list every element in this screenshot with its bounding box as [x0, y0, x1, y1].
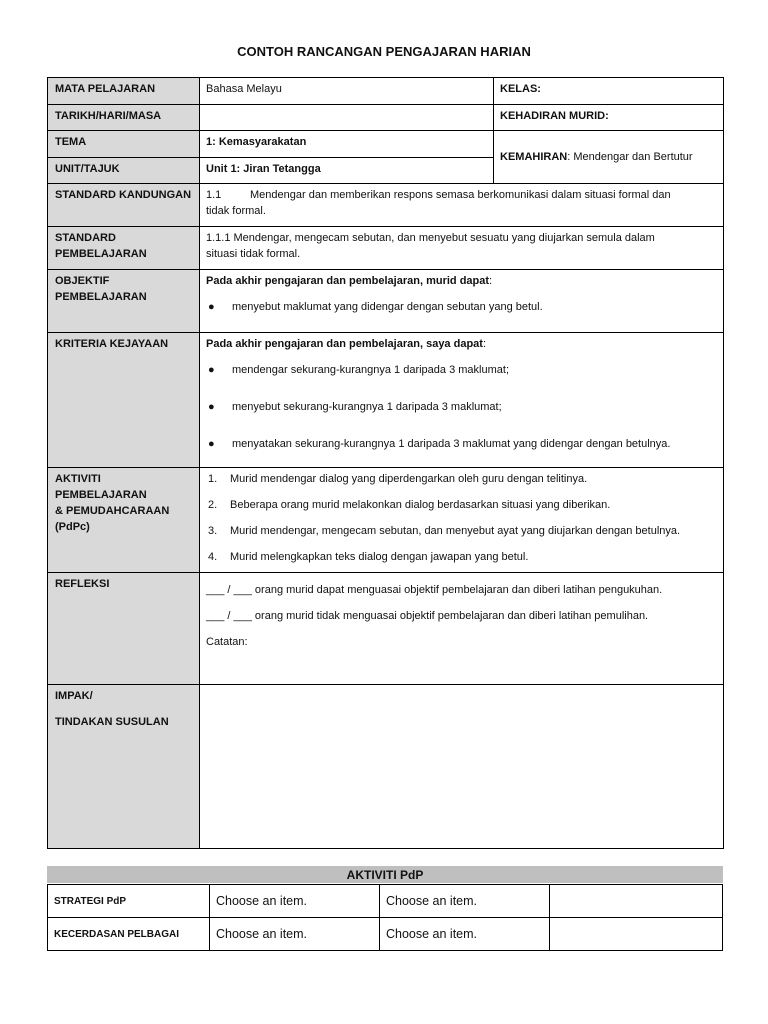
standard-pembelajaran-value[interactable] [200, 227, 724, 270]
aktiviti-item-text: Murid mendengar dialog yang diperdengarkan oleh guru dengan telitinya. [230, 473, 588, 485]
aktiviti-list-item: 3. Murid mendengar, mengecam sebutan, dan menyebut ayat yang diujarkan dengan betulnya. [208, 525, 681, 537]
standard-pembelajaran-text2: situasi tidak formal. [206, 248, 301, 260]
impak-value[interactable] [200, 685, 724, 849]
strategi-row [48, 885, 723, 918]
mata-pelajaran-label: MATA PELAJARAN [48, 78, 200, 105]
objektif-intro: Pada akhir pengajaran dan pembelajaran, murid dapat [206, 275, 490, 287]
tema-label: TEMA [48, 131, 200, 158]
kriteria-bullet-item [206, 436, 717, 452]
kriteria-bullet-text: menyatakan sekurang-kurangnya 1 daripada 3 maklumat yang didengar dengan betulnya. [232, 438, 671, 450]
aktiviti-pdp-title: AKTIVITI PdP [47, 866, 723, 883]
strategi-label: STRATEGI PdP [48, 885, 210, 918]
standard-pembelajaran-label [48, 227, 200, 270]
aktiviti-label-line2: & PEMUDAHCARAAN [55, 505, 170, 517]
aktiviti-pdp-table [47, 884, 723, 951]
refleksi-catatan: Catatan: [206, 636, 248, 648]
row-refleksi [48, 573, 724, 685]
row-mata-pelajaran [48, 78, 724, 105]
aktiviti-item-text: Murid melengkapkan teks dialog dengan jawapan yang betul. [230, 551, 529, 563]
standard-kandungan-label: STANDARD KANDUNGAN [48, 184, 200, 227]
impak-label-line2: TINDAKAN SUSULAN [55, 716, 169, 728]
standard-pembelajaran-text1: 1.1.1 Mendengar, mengecam sebutan, dan menyebut sesuatu yang diujarkan semula dalam [206, 232, 655, 244]
kriteria-bullet-item [206, 362, 717, 378]
standard-kandungan-text: Mendengar dan memberikan respons semasa berkomunikasi dalam situasi formal dan [250, 189, 671, 201]
standard-kandungan-code: 1.1 [206, 189, 222, 201]
kriteria-bullet-text: menyebut sekurang-kurangnya 1 daripada 3 maklumat; [232, 401, 502, 413]
kriteria-bullet-text: mendengar sekurang-kurangnya 1 daripada 3 maklumat; [232, 364, 509, 376]
strategi-choice-3[interactable] [550, 885, 723, 918]
row-aktiviti [48, 468, 724, 573]
kriteria-label: KRITERIA KEJAYAAN [48, 333, 200, 468]
strategi-choice-2[interactable]: Choose an item. [380, 885, 550, 918]
unit-label: UNIT/TAJUK [48, 158, 200, 184]
kriteria-bullet-item [206, 399, 717, 415]
kelas-label[interactable]: KELAS: [494, 78, 724, 105]
row-standard-kandungan [48, 184, 724, 227]
lesson-plan-table [47, 77, 724, 849]
standard-kandungan-text2: tidak formal. [206, 205, 266, 217]
mata-pelajaran-value[interactable]: Bahasa Melayu [200, 78, 494, 105]
standard-pembelajaran-label-line1: STANDARD [55, 232, 116, 244]
objektif-label-line1: OBJEKTIF [55, 275, 110, 287]
objektif-label [48, 270, 200, 333]
aktiviti-label-line3: (PdPc) [55, 521, 90, 533]
kriteria-value[interactable] [200, 333, 724, 468]
tema-value[interactable]: 1: Kemasyarakatan [200, 131, 494, 158]
row-standard-pembelajaran [48, 227, 724, 270]
row-tarikh [48, 105, 724, 131]
objektif-value[interactable] [200, 270, 724, 333]
objektif-intro-colon: : [489, 275, 493, 287]
kecerdasan-row [48, 918, 723, 951]
objektif-bullet-text: menyebut maklumat yang didengar dengan sebutan yang betul. [232, 301, 543, 313]
impak-label [48, 685, 200, 849]
kemahiran-cell[interactable] [494, 131, 724, 184]
kemahiran-value: : Mendengar dan Bertutur [567, 151, 693, 163]
kriteria-intro: Pada akhir pengajaran dan pembelajaran, saya dapat [206, 338, 483, 350]
row-objektif [48, 270, 724, 333]
bullet-icon: ● [208, 401, 215, 413]
row-kriteria [48, 333, 724, 468]
objektif-bullet-item [206, 299, 717, 315]
refleksi-line2: ___ / ___ orang murid tidak menguasai objektif pembelajaran dan diberi latihan pemulihan. [206, 610, 649, 622]
document-title: CONTOH RANCANGAN PENGAJARAN HARIAN [237, 44, 531, 59]
row-impak [48, 685, 724, 849]
kecerdasan-choice-3[interactable] [550, 918, 723, 951]
kecerdasan-choice-2[interactable]: Choose an item. [380, 918, 550, 951]
standard-pembelajaran-label-line2: PEMBELAJARAN [55, 248, 147, 260]
impak-label-line1: IMPAK/ [55, 690, 93, 702]
aktiviti-list-item: 2. Beberapa orang murid melakonkan dialog berdasarkan situasi yang diberikan. [208, 499, 611, 511]
standard-kandungan-value[interactable] [200, 184, 724, 227]
kemahiran-label: KEMAHIRAN [500, 151, 568, 163]
row-tema [48, 131, 724, 158]
refleksi-line1: ___ / ___ orang murid dapat menguasai objektif pembelajaran dan diberi latihan pengukuhan. [206, 584, 663, 596]
unit-value[interactable]: Unit 1: Jiran Tetangga [200, 158, 494, 184]
aktiviti-list-item: 1. Murid mendengar dialog yang diperdengarkan oleh guru dengan telitinya. [208, 473, 588, 485]
aktiviti-value[interactable] [200, 468, 724, 573]
aktiviti-item-text: Murid mendengar, mengecam sebutan, dan menyebut ayat yang diujarkan dengan betulnya. [230, 525, 681, 537]
aktiviti-label-line1: AKTIVITI PEMBELAJARAN [55, 473, 147, 501]
kriteria-intro-colon: : [482, 338, 487, 350]
refleksi-label: REFLEKSI [48, 573, 200, 685]
kecerdasan-label: KECERDASAN PELBAGAI [48, 918, 210, 951]
aktiviti-label [48, 468, 200, 573]
kecerdasan-choice-1[interactable]: Choose an item. [210, 918, 380, 951]
aktiviti-item-text: Beberapa orang murid melakonkan dialog berdasarkan situasi yang diberikan. [230, 499, 611, 511]
refleksi-value[interactable] [200, 573, 724, 685]
bullet-icon: ● [208, 364, 215, 376]
strategi-choice-1[interactable]: Choose an item. [210, 885, 380, 918]
bullet-icon: ● [208, 301, 215, 313]
aktiviti-list-item: 4. Murid melengkapkan teks dialog dengan jawapan yang betul. [208, 551, 529, 563]
tarikh-value[interactable] [200, 105, 494, 131]
kehadiran-label[interactable]: KEHADIRAN MURID: [494, 105, 724, 131]
bullet-icon: ● [208, 438, 215, 450]
tarikh-label: TARIKH/HARI/MASA [48, 105, 200, 131]
objektif-label-line2: PEMBELAJARAN [55, 291, 147, 303]
